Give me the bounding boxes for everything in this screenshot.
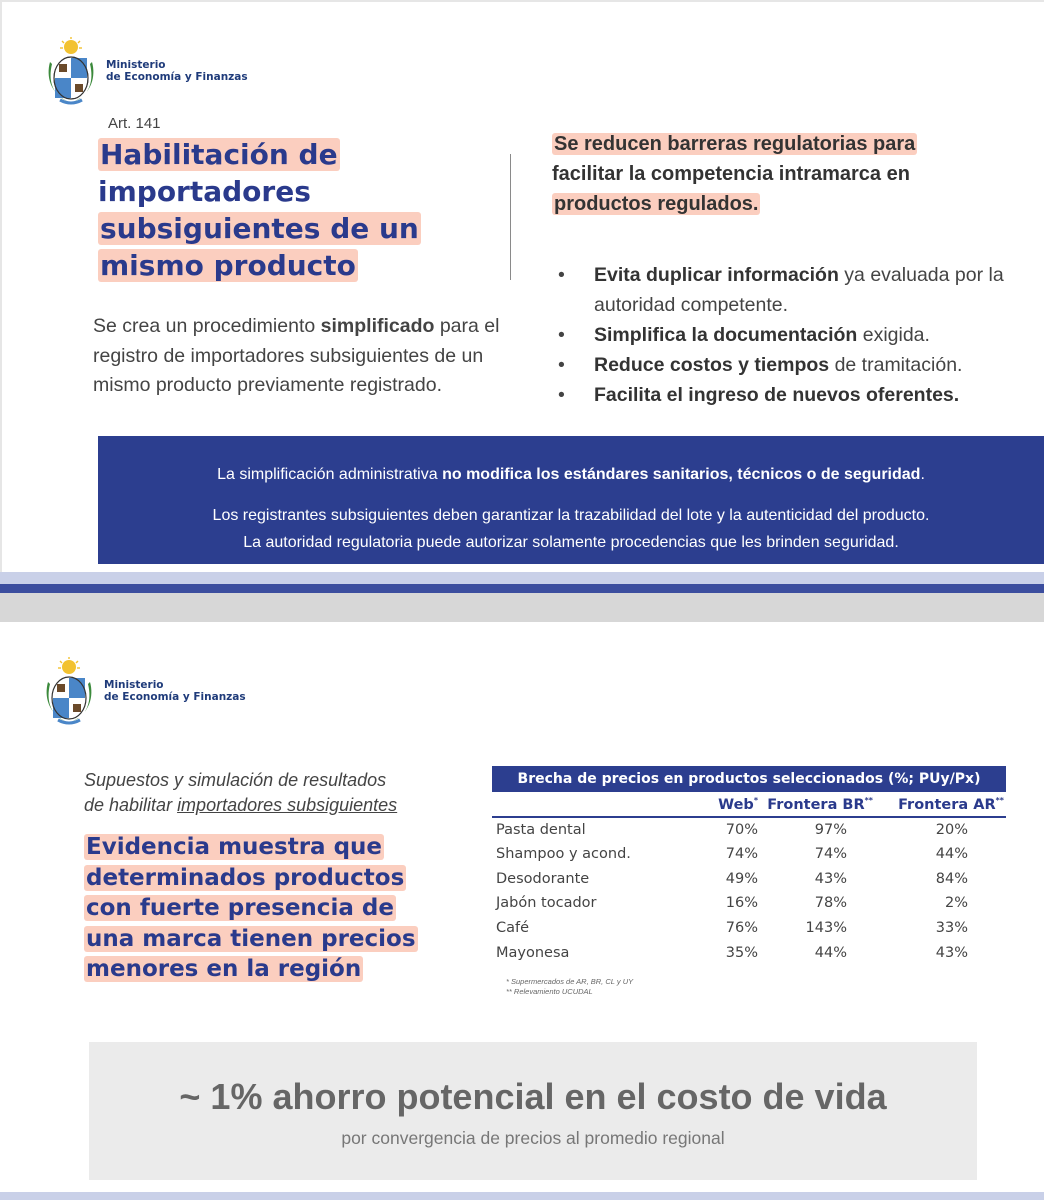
header-label: Frontera BR	[767, 796, 865, 813]
table-caption: Brecha de precios en productos seleccionados (%; PUy/Px)	[492, 766, 1006, 792]
table-cell-br: 78%	[814, 895, 847, 912]
article-label: Art. 141	[108, 115, 161, 132]
title-line: menores en la región	[86, 956, 362, 982]
table-header-web	[692, 792, 760, 817]
barriers-heading	[552, 129, 992, 219]
header-label: Web	[718, 796, 754, 813]
separator-light	[0, 572, 1044, 584]
ministry-name-line2: de Economía y Finanzas	[104, 691, 246, 703]
description-text: Se crea un procedimiento	[93, 315, 321, 337]
table-cell-web: 16%	[725, 895, 758, 912]
heading-line: Se reducen barreras regulatorias para	[554, 133, 916, 155]
table-row	[492, 817, 1006, 842]
banner-line	[98, 466, 1044, 484]
list-item	[558, 380, 1028, 410]
table-cell-br: 97%	[814, 821, 847, 838]
banner-text: Los registrantes subsiguientes deben garantizar la trazabilidad del lote y la autenticidad del producto.	[212, 507, 930, 524]
table-cell-br: 44%	[814, 944, 847, 961]
title-line: mismo producto	[100, 249, 356, 282]
table-cell-ar: 2%	[944, 895, 968, 912]
header-footnote-mark: *	[753, 795, 758, 805]
table-cell-web: 76%	[725, 920, 758, 937]
description-text: para el registro de importadores subsiguientes de un mismo producto previamente registrado.	[93, 315, 500, 396]
slide1-title	[98, 136, 458, 284]
subtitle-line	[84, 793, 464, 818]
table-cell-product: Desodorante	[496, 870, 590, 887]
table-cell-br: 143%	[805, 920, 847, 937]
ministry-name	[104, 679, 246, 703]
header-footnote-mark: **	[864, 795, 873, 805]
banner-line	[98, 502, 1044, 556]
price-gap-table	[492, 766, 1006, 965]
ministry-name-line1: Ministerio	[106, 59, 166, 71]
bullet-text: de tramitación.	[829, 354, 963, 376]
header-label: Frontera AR	[898, 796, 996, 813]
coat-of-arms-icon	[42, 36, 100, 106]
bullet-bold: Reduce costos y tiempos	[594, 354, 830, 376]
slide2-title	[84, 832, 444, 985]
table-cell-br: 43%	[814, 870, 847, 887]
table-cell-ar: 33%	[935, 920, 968, 937]
heading-line: productos regulados.	[554, 193, 759, 215]
table-cell-web: 35%	[725, 944, 758, 961]
table-row	[492, 891, 1006, 916]
banner-text: .	[920, 466, 925, 483]
table-footnotes	[506, 977, 633, 997]
title-line: determinados productos	[86, 864, 405, 891]
bullet-icon: •	[558, 384, 565, 406]
table-cell-product: Pasta dental	[496, 821, 586, 838]
bullet-bold: Facilita el ingreso de nuevos oferentes.	[594, 384, 960, 406]
table-cell-ar: 44%	[935, 846, 968, 863]
savings-headline: ~ 1% ahorro potencial en el costo de vida	[179, 1076, 887, 1117]
slide2-subtitle	[84, 768, 464, 818]
column-divider	[510, 154, 511, 280]
bullet-bold: Evita duplicar información	[594, 264, 839, 286]
banner-text: La autoridad regulatoria puede autorizar solamente procedencias que les brinden seguridad.	[243, 534, 899, 551]
heading-line: facilitar la competencia intramarca en	[552, 163, 910, 185]
ministry-logo	[40, 656, 246, 726]
separator-dark	[0, 584, 1044, 593]
procedure-description	[93, 312, 503, 401]
subtitle-text: de habilitar	[84, 795, 178, 815]
header-footnote-mark: **	[995, 795, 1004, 805]
table-cell-ar: 84%	[935, 870, 968, 887]
subtitle-underlined: importadores subsiguientes	[177, 795, 398, 815]
table-cell-br: 74%	[814, 846, 847, 863]
table-cell-product: Shampoo y acond.	[496, 846, 631, 863]
bullet-text: exigida.	[857, 324, 930, 346]
bullet-text: ya evaluada por la autoridad competente.	[594, 264, 1004, 316]
bullet-icon: •	[558, 264, 565, 286]
bullet-bold: Simplifica la documentación	[594, 324, 858, 346]
table-row	[492, 940, 1006, 965]
title-line: con fuerte presencia de	[86, 895, 394, 921]
table-cell-product: Jabón tocador	[496, 895, 597, 912]
table-row	[492, 916, 1006, 941]
table-cell-product: Café	[496, 920, 530, 937]
ministry-name-line1: Ministerio	[104, 679, 164, 691]
ministry-name-line2: de Economía y Finanzas	[106, 71, 248, 83]
footnote: ** Relevamiento UCUDAL	[506, 987, 593, 996]
list-item	[558, 350, 1028, 380]
banner-text: La simplificación administrativa	[217, 466, 443, 483]
subtitle-line: Supuestos y simulación de resultados	[84, 770, 387, 790]
table-row	[492, 866, 1006, 891]
ministry-name	[106, 59, 248, 83]
slide-price-evidence	[0, 622, 1044, 1200]
coat-of-arms-icon	[40, 656, 98, 726]
slide-regulatory-barriers	[0, 0, 1044, 572]
table-cell-web: 74%	[725, 846, 758, 863]
description-bold: simplificado	[320, 315, 435, 337]
banner-bold: no modifica los estándares sanitarios, técnicos o de seguridad	[442, 466, 921, 483]
savings-callout	[89, 1042, 977, 1180]
bullet-icon: •	[558, 324, 565, 346]
table-header-frontera-br	[760, 792, 877, 817]
footnote: * Supermercados de AR, BR, CL y UY	[506, 977, 634, 986]
table-row	[492, 842, 1006, 867]
table-cell-web: 70%	[725, 821, 758, 838]
title-line: Evidencia muestra que	[86, 834, 383, 860]
list-item	[558, 260, 1028, 320]
standards-banner	[98, 436, 1044, 564]
table-cell-product: Mayonesa	[496, 944, 570, 961]
title-line: una marca tienen precios	[86, 925, 416, 952]
table-header-product	[492, 792, 692, 817]
table-cell-ar: 20%	[935, 821, 968, 838]
ministry-logo	[42, 36, 248, 106]
separator-gap	[0, 593, 1044, 622]
table-header-frontera-ar	[877, 792, 1006, 817]
benefits-list	[558, 260, 1028, 410]
list-item	[558, 320, 1028, 350]
title-line: subsiguientes de un	[100, 212, 419, 245]
table-cell-web: 49%	[725, 870, 758, 887]
table-cell-ar: 43%	[935, 944, 968, 961]
title-line: importadores	[98, 175, 311, 208]
bottom-strip	[0, 1192, 1044, 1200]
title-line: Habilitación de	[100, 138, 338, 171]
savings-subtext: por convergencia de precios al promedio regional	[341, 1128, 725, 1148]
bullet-icon: •	[558, 354, 565, 376]
